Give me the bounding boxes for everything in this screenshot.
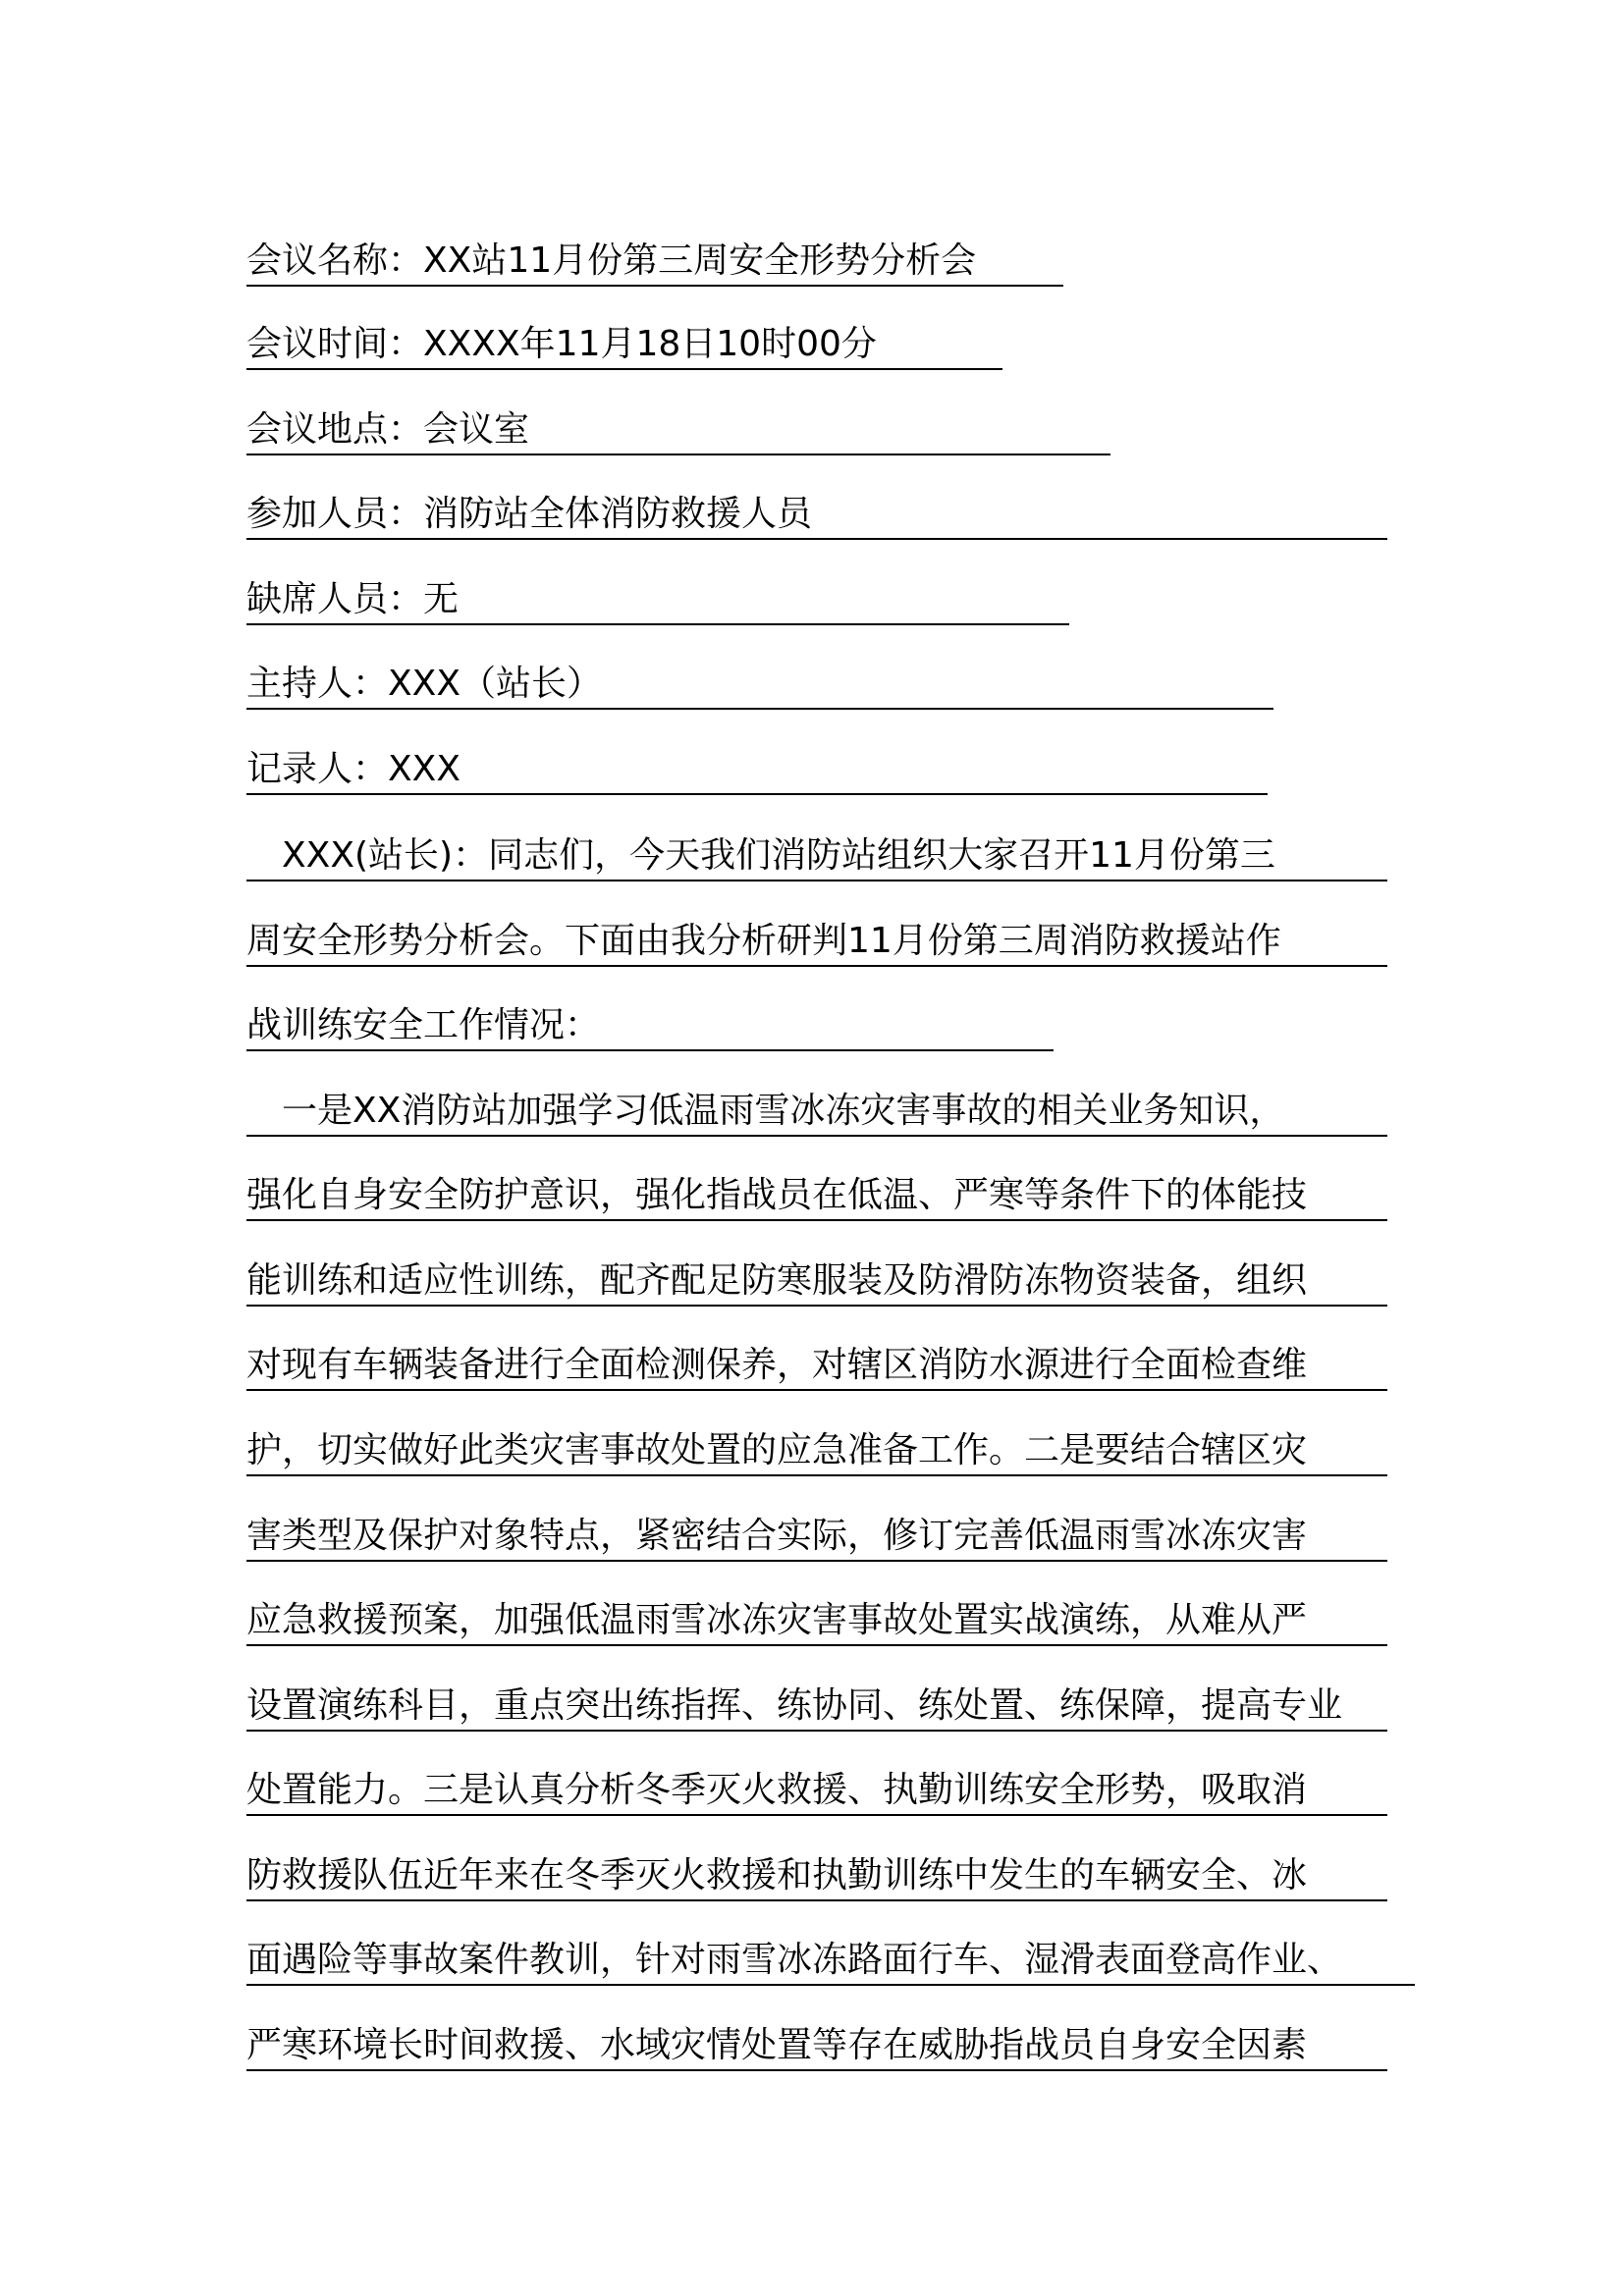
underline bbox=[246, 1644, 1387, 1646]
body-line: 应急救援预案，加强低温雨雪冰冻灾害事故处置实战演练，从难从严 bbox=[246, 1600, 1308, 1640]
body-line: 严寒环境长时间救援、水域灾情处置等存在威胁指战员自身安全因素 bbox=[246, 2025, 1308, 2065]
field-label: 会议时间： bbox=[246, 324, 424, 364]
underline bbox=[246, 623, 1069, 625]
host-field bbox=[246, 655, 602, 714]
underline bbox=[246, 1219, 1387, 1221]
body-line: 害类型及保护对象特点，紧密结合实际，修订完善低温雨雪冰冻灾害 bbox=[246, 1516, 1308, 1556]
underline bbox=[246, 708, 1273, 710]
field-label: 会议名称： bbox=[246, 240, 424, 281]
body-line: XXX(站长)：同志们，今天我们消防站组织大家召开11月份第三 bbox=[246, 835, 1275, 876]
meeting-location-field bbox=[246, 400, 529, 459]
underline bbox=[246, 1984, 1415, 1986]
field-value: 会议室 bbox=[423, 409, 530, 450]
field-value: 消防站全体消防救援人员 bbox=[423, 494, 813, 534]
underline bbox=[246, 285, 1063, 287]
body-line: 能训练和适应性训练，配齐配足防寒服装及防滑防冻物资装备，组织 bbox=[246, 1260, 1308, 1301]
underline bbox=[246, 1814, 1387, 1816]
recorder-field bbox=[246, 740, 460, 799]
body-line: 战训练安全工作情况： bbox=[246, 1005, 601, 1045]
field-label: 记录人： bbox=[246, 749, 389, 789]
field-label: 会议地点： bbox=[246, 409, 424, 450]
underline bbox=[246, 538, 1387, 540]
attendees-field bbox=[246, 485, 812, 544]
body-line: 护，切实做好此类灾害事故处置的应急准备工作。二是要结合辖区灾 bbox=[246, 1430, 1308, 1470]
field-label: 参加人员： bbox=[246, 494, 424, 534]
underline bbox=[246, 2069, 1387, 2071]
underline bbox=[246, 1730, 1387, 1732]
body-line: 处置能力。三是认真分析冬季灭火救援、执勤训练安全形势，吸取消 bbox=[246, 1770, 1308, 1810]
body-line: 面遇险等事故案件教训，针对雨雪冰冻路面行车、湿滑表面登高作业、 bbox=[246, 1940, 1343, 1980]
underline bbox=[246, 965, 1387, 967]
underline bbox=[246, 1389, 1387, 1391]
underline bbox=[246, 1899, 1387, 1901]
field-value: XXXX年11月18日10时00分 bbox=[423, 324, 877, 364]
underline bbox=[246, 793, 1268, 795]
absentees-field bbox=[246, 570, 459, 629]
underline bbox=[246, 454, 1110, 455]
body-line: 对现有车辆装备进行全面检测保养，对辖区消防水源进行全面检查维 bbox=[246, 1345, 1308, 1385]
underline bbox=[246, 1305, 1387, 1307]
underline bbox=[246, 880, 1387, 881]
meeting-name-field bbox=[246, 232, 976, 291]
body-line: 周安全形势分析会。下面由我分析研判11月份第三周消防救援站作 bbox=[246, 921, 1281, 961]
body-line: 防救援队伍近年来在冬季灭火救援和执勤训练中发生的车辆安全、冰 bbox=[246, 1855, 1308, 1896]
body-line: 设置演练科目，重点突出练指挥、练协同、练处置、练保障，提高专业 bbox=[246, 1685, 1343, 1726]
underline bbox=[246, 1474, 1387, 1476]
body-line: 一是XX消防站加强学习低温雨雪冰冻灾害事故的相关业务知识， bbox=[246, 1091, 1285, 1131]
underline bbox=[246, 1049, 1054, 1051]
underline bbox=[246, 1135, 1387, 1137]
field-label: 主持人： bbox=[246, 664, 389, 704]
underline bbox=[246, 368, 1002, 370]
underline bbox=[246, 1560, 1387, 1562]
body-line: 强化自身安全防护意识，强化指战员在低温、严寒等条件下的体能技 bbox=[246, 1175, 1308, 1215]
meeting-time-field bbox=[246, 315, 877, 374]
field-value: XX站11月份第三周安全形势分析会 bbox=[423, 240, 977, 281]
field-label: 缺席人员： bbox=[246, 579, 424, 619]
field-value: XXX（站长） bbox=[388, 664, 603, 704]
field-value: 无 bbox=[423, 579, 460, 619]
field-value: XXX bbox=[388, 749, 461, 789]
